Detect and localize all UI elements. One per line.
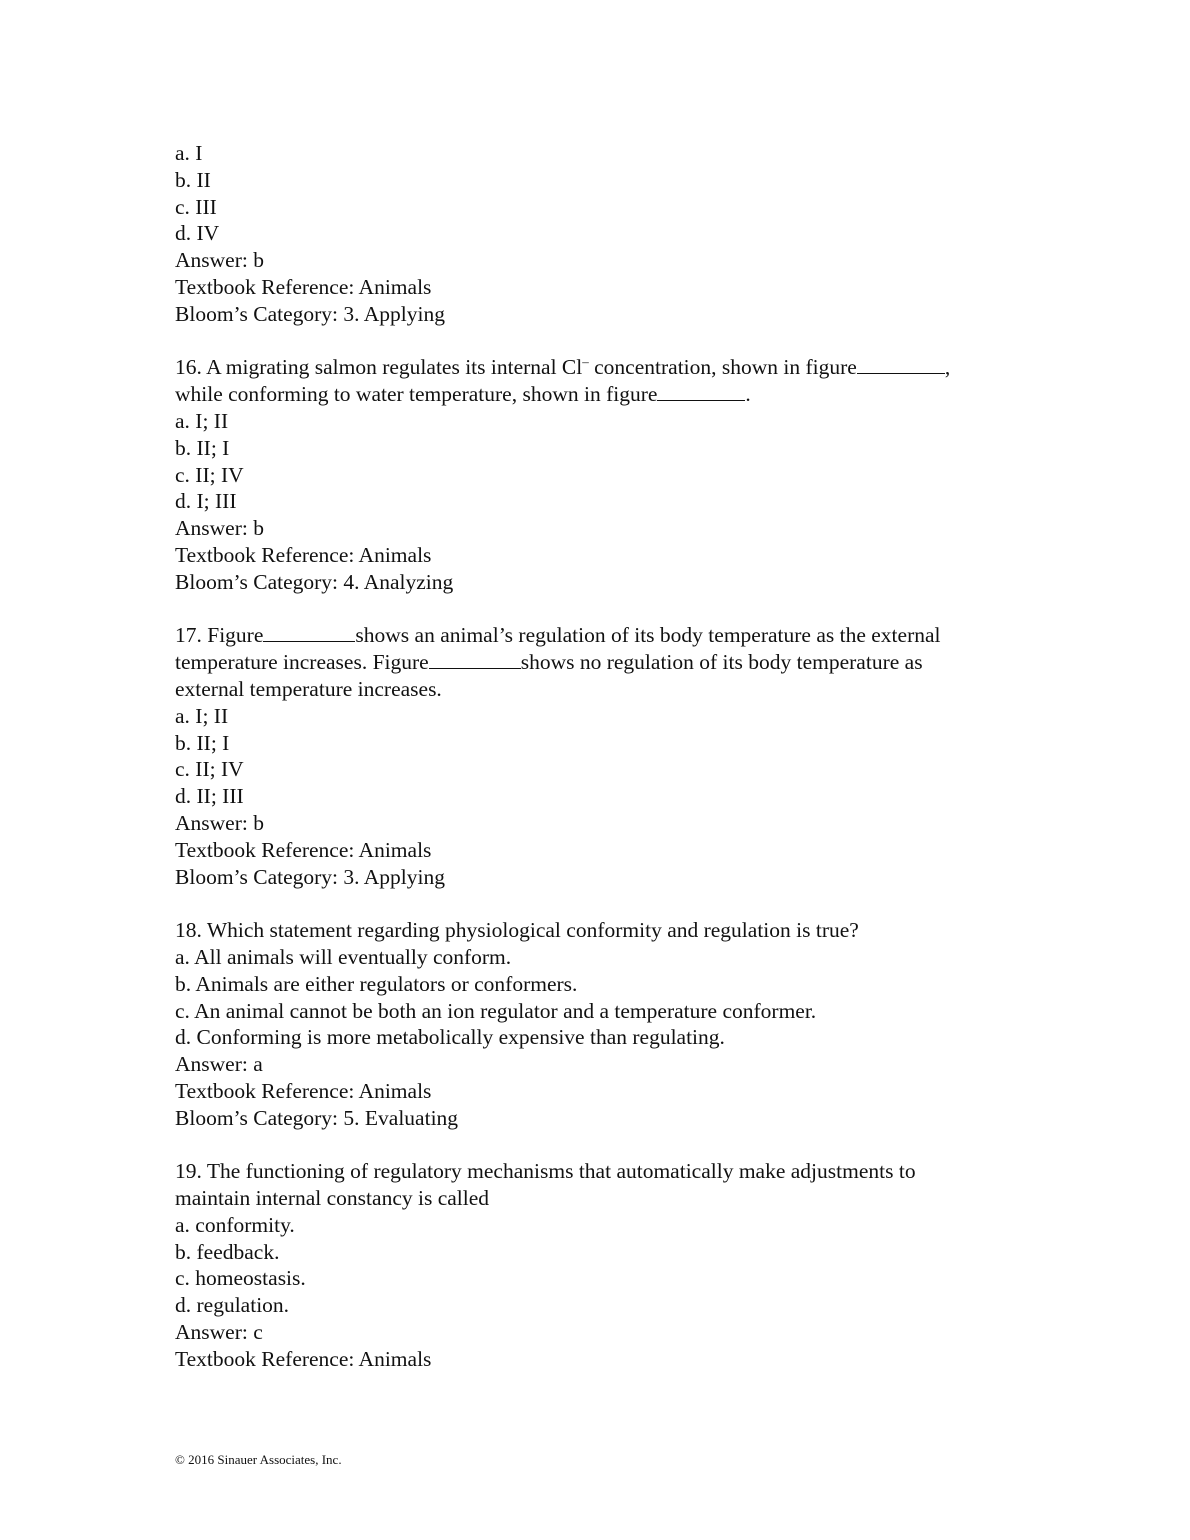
answer: Answer: b — [175, 516, 264, 541]
option-c: c. II; IV — [175, 757, 244, 782]
stem-text: 17. Figure — [175, 623, 264, 648]
question-stem-line: 19. The functioning of regulatory mechanisms that automatically make adjustments to — [175, 1159, 916, 1184]
textbook-reference: Textbook Reference: Animals — [175, 274, 432, 299]
question-18 — [175, 917, 1035, 1131]
stem-text: while conforming to water temperature, shown in figure — [175, 382, 658, 407]
textbook-reference: Textbook Reference: Animals — [175, 542, 432, 567]
option-c: c. An animal cannot be both an ion regulator and a temperature conformer. — [175, 998, 817, 1023]
stem-text: shows an animal’s regulation of its body temperature as the external — [355, 623, 941, 648]
option-d: d. regulation. — [175, 1293, 290, 1318]
page-content — [175, 140, 1035, 1373]
copyright-footer: © 2016 Sinauer Associates, Inc. — [175, 1452, 342, 1467]
question-15-tail — [175, 140, 1035, 328]
question-stem-line — [175, 354, 1035, 381]
bloom-category: Bloom’s Category: 3. Applying — [175, 864, 445, 889]
question-19 — [175, 1158, 1035, 1372]
fill-in-blank — [263, 622, 355, 642]
fill-in-blank — [657, 381, 745, 401]
spacer — [175, 890, 1035, 917]
option-c: c. II; IV — [175, 462, 244, 487]
answer: Answer: b — [175, 248, 264, 273]
option-d: d. IV — [175, 221, 220, 246]
stem-text: concentration, shown in figure — [588, 355, 857, 380]
option-c: c. III — [175, 194, 217, 219]
bloom-category: Bloom’s Category: 4. Analyzing — [175, 569, 454, 594]
option-d: d. II; III — [175, 784, 244, 809]
spacer — [175, 328, 1035, 355]
answer: Answer: b — [175, 810, 264, 835]
fill-in-blank — [429, 649, 521, 669]
option-b: b. II — [175, 167, 211, 192]
question-16 — [175, 354, 1035, 595]
option-b: b. II; I — [175, 435, 230, 460]
question-stem-line: 18. Which statement regarding physiological conformity and regulation is true? — [175, 918, 859, 943]
fill-in-blank — [857, 354, 945, 374]
question-stem-line — [175, 622, 1035, 649]
option-b: b. Animals are either regulators or conformers. — [175, 971, 578, 996]
option-d: d. I; III — [175, 489, 237, 514]
question-stem-line: maintain internal constancy is called — [175, 1186, 490, 1211]
spacer — [175, 1131, 1035, 1158]
answer: Answer: a — [175, 1052, 263, 1077]
option-a: a. I; II — [175, 703, 229, 728]
question-stem-line: external temperature increases. — [175, 676, 442, 701]
option-d: d. Conforming is more metabolically expensive than regulating. — [175, 1025, 725, 1050]
punctuation: . — [745, 382, 751, 407]
punctuation: , — [944, 355, 951, 380]
textbook-reference: Textbook Reference: Animals — [175, 1078, 432, 1103]
textbook-reference: Textbook Reference: Animals — [175, 1346, 432, 1371]
textbook-reference: Textbook Reference: Animals — [175, 837, 432, 862]
stem-text: temperature increases. Figure — [175, 650, 429, 675]
option-b: b. II; I — [175, 730, 230, 755]
stem-text: 16. A migrating salmon regulates its internal Cl — [175, 355, 583, 380]
superscript-minus: – — [582, 354, 589, 370]
option-a: a. conformity. — [175, 1212, 295, 1237]
bloom-category: Bloom’s Category: 3. Applying — [175, 301, 445, 326]
question-17 — [175, 622, 1035, 890]
question-stem-line — [175, 381, 1035, 408]
stem-text: shows no regulation of its body temperature as — [520, 650, 923, 675]
answer: Answer: c — [175, 1320, 263, 1345]
option-a: a. I; II — [175, 408, 229, 433]
option-a: a. All animals will eventually conform. — [175, 944, 512, 969]
bloom-category: Bloom’s Category: 5. Evaluating — [175, 1105, 459, 1130]
option-a: a. I — [175, 141, 203, 165]
question-stem-line — [175, 649, 1035, 676]
spacer — [175, 596, 1035, 623]
option-b: b. feedback. — [175, 1239, 280, 1264]
option-c: c. homeostasis. — [175, 1266, 306, 1291]
